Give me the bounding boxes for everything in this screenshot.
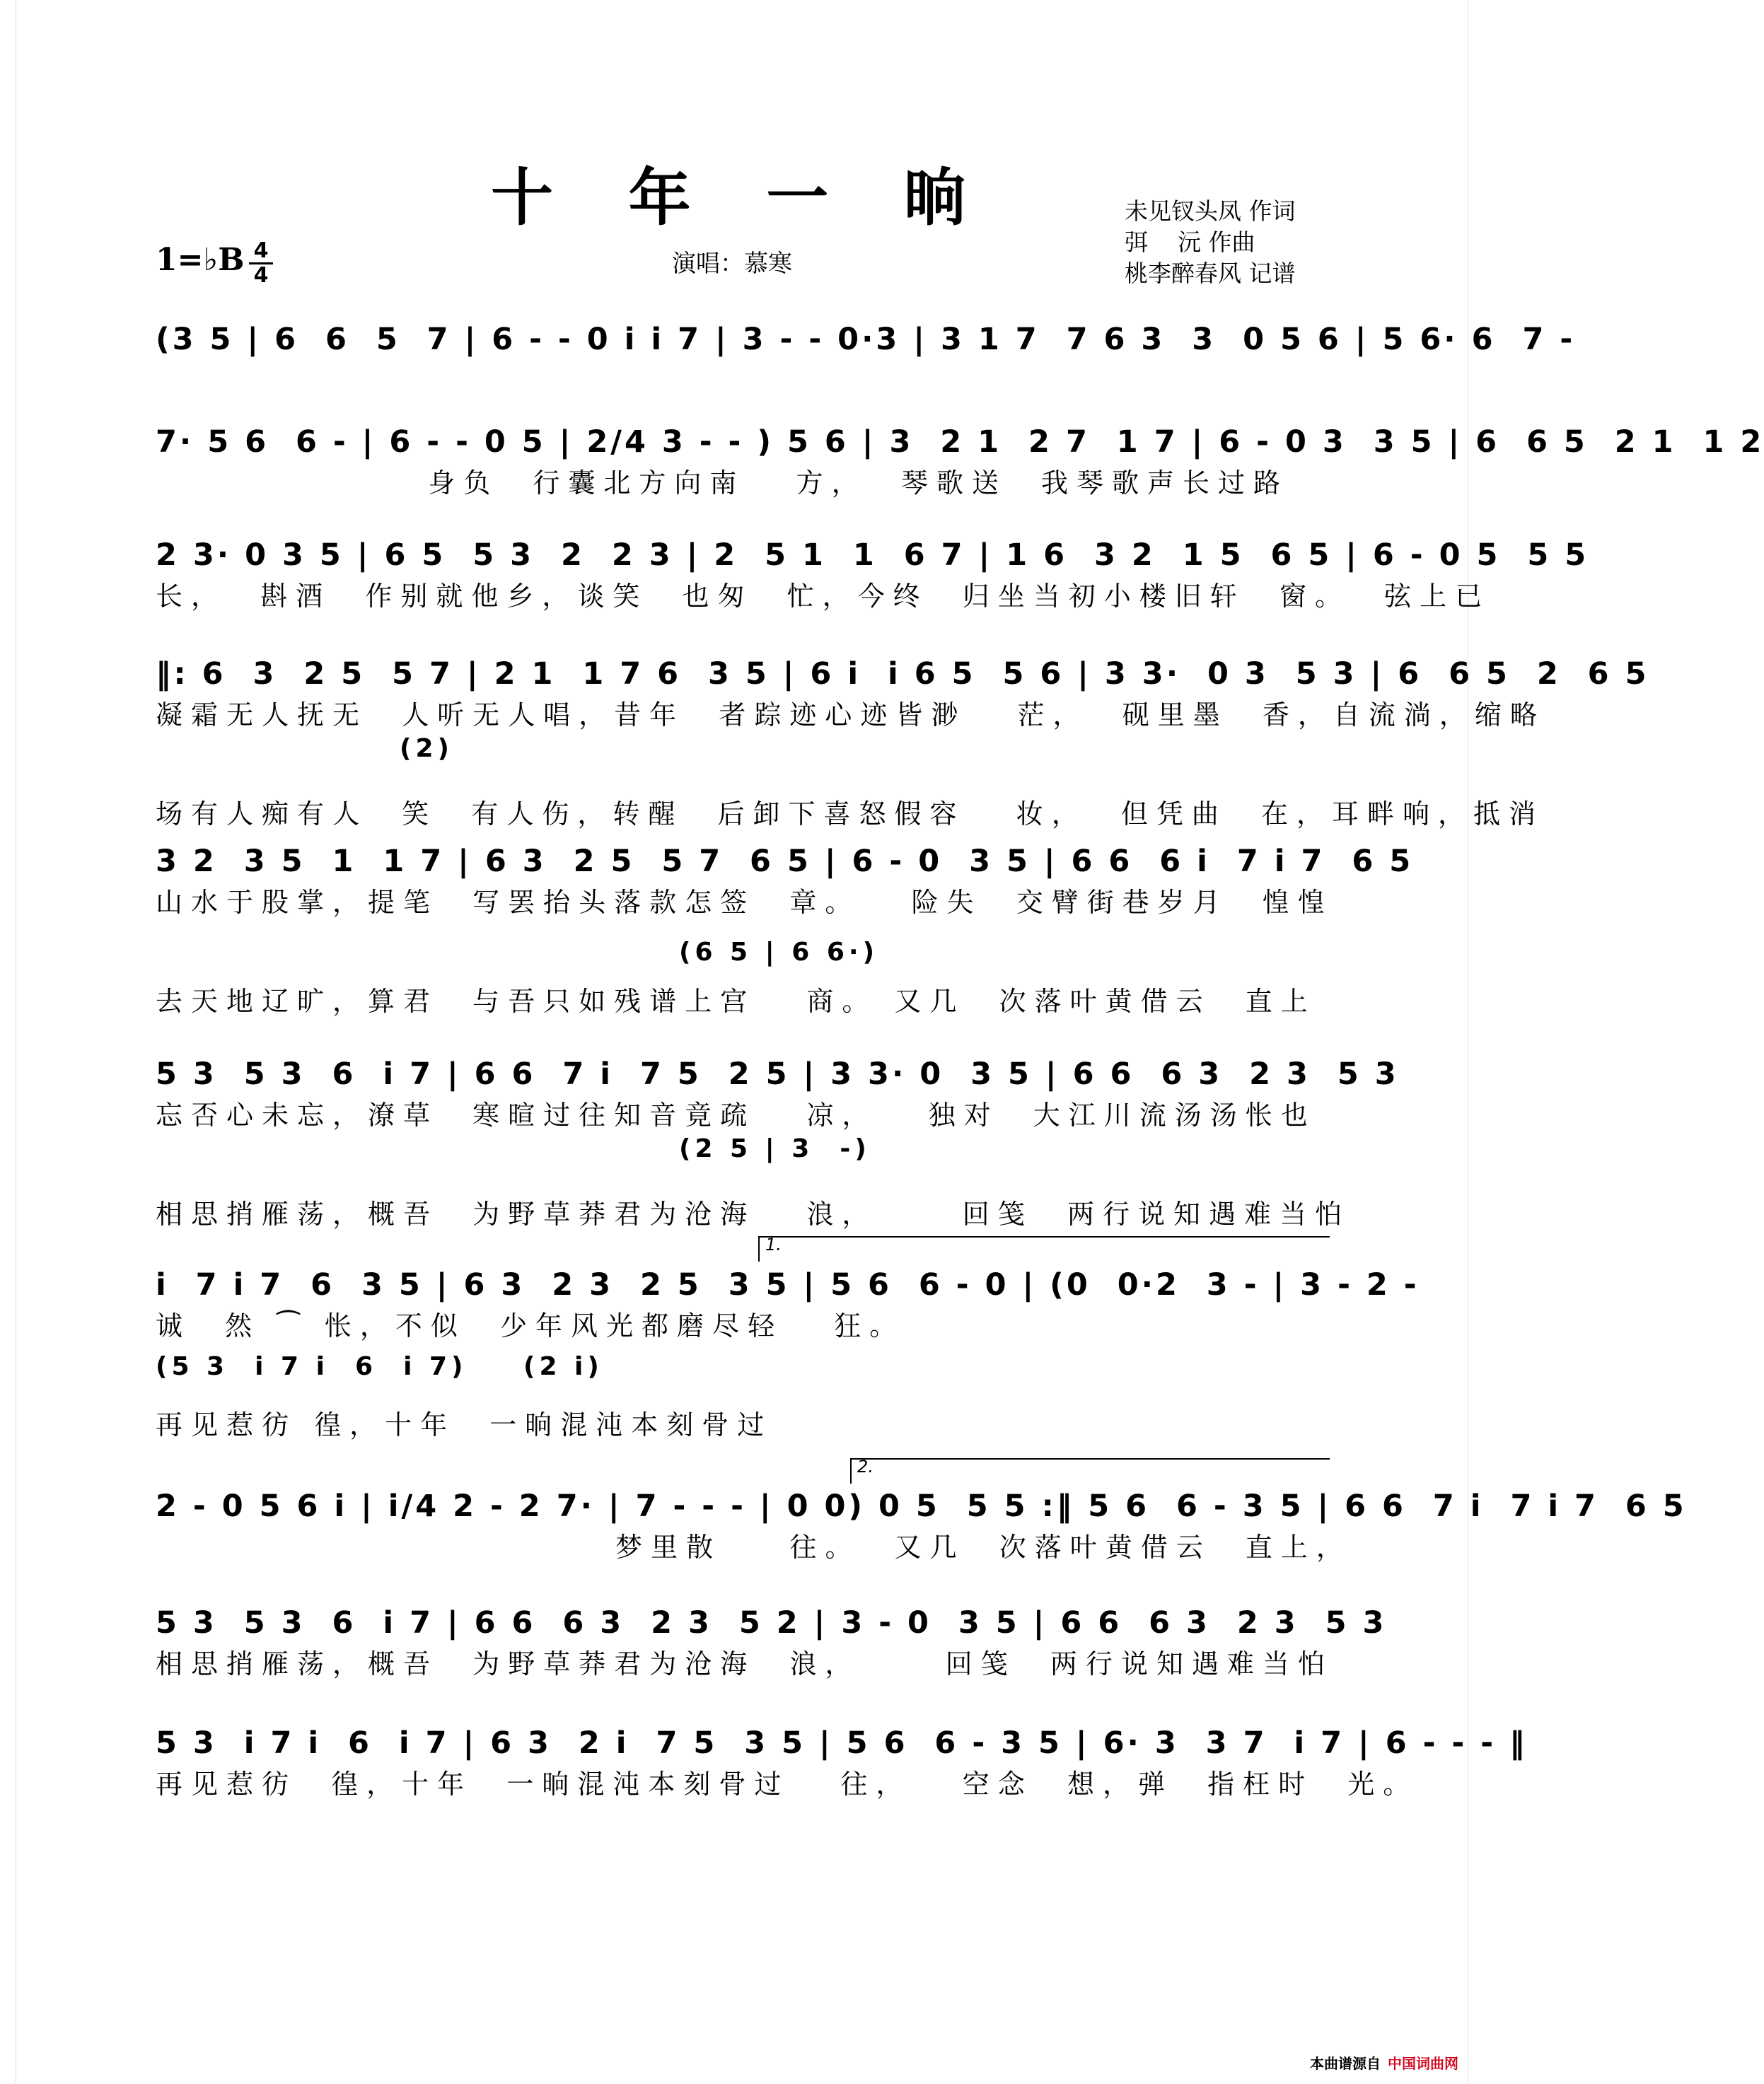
notation-line: (3 5 | 6 6 5 7 | 6 - - 0 i i 7 | 3 - - 0·3 | 3 1 7 7 6 3 3 0 5 6 | 5 6· 6 7 - (156, 322, 1576, 357)
credit-composer: 弭 沅 作曲 (1125, 228, 1255, 256)
notation-line: 7· 5 6 6 - | 6 - - 0 5 | 2/4 3 - - ) 5 6 | 3 2 1 2 7 1 7 | 6 - 0 3 3 5 | 6 6 5 2 1 1 2 (156, 424, 1764, 460)
alternate-notes: (5 3 i 7 i 6 i 7) (156, 1352, 468, 1381)
notation-line: 2 - 0 5 6 i | i/4 2 - 2 7· | 7 - - - | 0 0) 0 5 5 5 :‖ 5 6 6 - 3 5 | 6 6 7 i 7 i 7 6 5 (156, 1489, 1687, 1524)
volta-first-ending (758, 1236, 1330, 1262)
notation-line: 2 3· 0 3 5 | 6 5 5 3 2 2 3 | 2 5 1 1 6 7 | 1 6 3 2 1 5 6 5 | 6 - 0 5 5 5 (156, 537, 1589, 573)
notation-line: 3 2 3 5 1 1 7 | 6 3 2 5 5 7 6 5 | 6 - 0 3 5 | 6 6 6 i 7 i 7 6 5 (156, 844, 1414, 879)
lyrics-verse-1: 再见惹彷 徨，十年 一晌混沌本刻骨过 往， 空念 想，弹 指枉时 光。 (156, 1769, 1419, 1800)
lyrics-verse-2: 去天地辽旷，算君 与吾只如残谱上宫 商。 又几 次落叶黄借云 直上 (156, 986, 1316, 1017)
notation-line: i 7 i 7 6 3 5 | 6 3 2 3 2 5 3 5 | 5 6 6 - 0 | (0 0·2 3 - | 3 - 2 - (156, 1267, 1420, 1303)
volta-label: 1. (765, 1235, 782, 1255)
lyrics-verse-2: 再见惹彷 徨，十年 一晌混沌本刻骨过 (156, 1409, 773, 1440)
lyrics-verse-1: 山水于股掌，提笔 写罢抬头落款怎签 章。 险失 交臂街巷岁月 惶惶 (156, 887, 1333, 918)
notation-line: 5 3 5 3 6 i 7 | 6 6 6 3 2 3 5 2 | 3 - 0 3 5 | 6 6 6 3 2 3 5 3 (156, 1605, 1387, 1641)
lyrics-verse-1: 长， 斟酒 作别就他乡，谈笑 也匆 忙，今终 归坐当初小楼旧轩 窗。 弦上已 (156, 581, 1491, 612)
lyrics-verse-1: 诚 然 ⁀ 怅，不似 少年风光都磨尽轻 狂。 (156, 1310, 905, 1341)
lyrics-verse-2: 相思捎雁荡，概吾 为野草莽君为沧海 浪， 回笺 两行说知遇难当怕 (156, 1199, 1350, 1230)
singer: 演唱：慕寒 (672, 250, 792, 278)
alternate-notes: (2) (400, 734, 453, 763)
credits (1125, 196, 1296, 289)
footer-source-label: 本曲谱源自 (1310, 2055, 1381, 2072)
footer (1310, 2052, 1458, 2073)
footer-site-name: 中国词曲网 (1388, 2055, 1458, 2072)
notation-line: 5 3 5 3 6 i 7 | 6 6 7 i 7 5 2 5 | 3 3· 0 3 5 | 6 6 6 3 2 3 5 3 (156, 1056, 1399, 1092)
time-signature (249, 240, 273, 286)
credit-lyricist: 未见钗头凤 作词 (1125, 197, 1296, 225)
alternate-notes: (6 5 | 6 6·) (679, 938, 879, 967)
right-watermark-strip (1468, 0, 1484, 2084)
song-title: 十 年 一 晌 (491, 161, 993, 234)
alternate-notes: (2 i) (523, 1352, 603, 1381)
left-watermark-strip (0, 0, 16, 2084)
time-signature-bottom: 4 (253, 263, 269, 288)
credit-transcriber: 桃李醉春风 记谱 (1125, 260, 1296, 287)
lyrics-verse-2: 场有人痴有人 笑 有人伤，转醒 后卸下喜怒假容 妆， 但凭曲 在，耳畔响，抵消 (156, 798, 1545, 829)
key-signature: 1=♭B (156, 242, 245, 278)
lyrics-verse-1: 凝霜无人抚无 人听无人唱，昔年 者踪迹心迹皆渺 茫， 砚里墨 香，自流淌，缩略 (156, 699, 1545, 730)
alternate-notes: (2 5 | 3 -) (679, 1134, 871, 1163)
lyrics-verse-1: 身负 行囊北方向南 方， 琴歌送 我琴歌声长过路 (156, 467, 1289, 499)
lyrics-verse-1: 忘否心未忘，潦草 寒暄过往知音竟疏 凉， 独对 大江川流汤汤怅也 (156, 1100, 1316, 1131)
notation-line: 5 3 i 7 i 6 i 7 | 6 3 2 i 7 5 3 5 | 5 6 6 - 3 5 | 6· 3 3 7 i 7 | 6 - - - ‖ (156, 1725, 1528, 1761)
lyrics-verse-1: 梦里散 往。 又几 次落叶黄借云 直上， (156, 1532, 1352, 1563)
volta-second-ending (850, 1458, 1330, 1484)
notation-line: ‖: 6 3 2 5 5 7 | 2 1 1 7 6 3 5 | 6 i i 6 5 5 6 | 3 3· 0 3 5 3 | 6 6 5 2 6 5 (156, 656, 1649, 692)
time-signature-top: 4 (253, 238, 269, 263)
lyrics-verse-1: 相思捎雁荡，概吾 为野草莽君为沧海 浪， 回笺 两行说知遇难当怕 (156, 1648, 1333, 1680)
volta-label: 2. (857, 1457, 874, 1477)
